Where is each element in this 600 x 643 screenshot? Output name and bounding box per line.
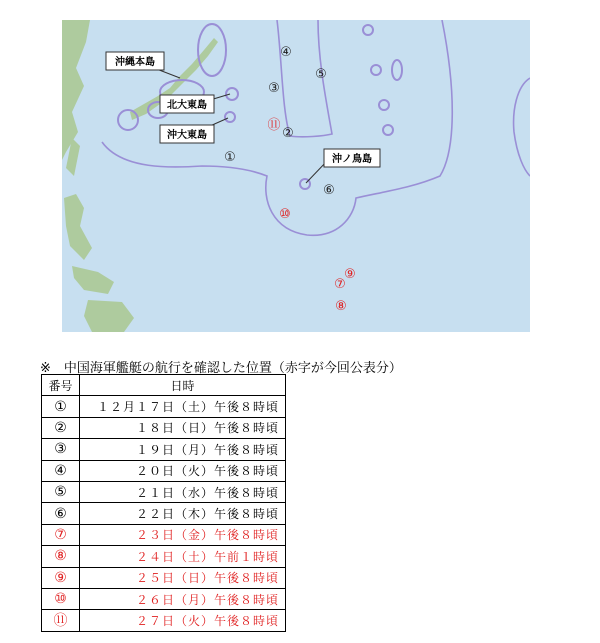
header-number: 番号: [42, 375, 80, 396]
row-datetime: １２月１７日（土）午後８時頃: [80, 396, 286, 417]
row-datetime: ２３日（金）午後８時頃: [80, 524, 286, 545]
map: [62, 20, 530, 332]
row-datetime: ２１日（水）午後８時頃: [80, 481, 286, 502]
marker-11: ⑪: [267, 118, 281, 133]
marker-3: ③: [268, 81, 280, 96]
marker-9: ⑨: [344, 267, 356, 282]
marker-5: ⑤: [315, 67, 327, 82]
row-datetime: １８日（日）午後８時頃: [80, 417, 286, 438]
marker-2: ②: [282, 126, 294, 141]
row-number: ⑩: [42, 588, 80, 609]
row-number: ⑪: [42, 610, 80, 631]
row-number: ⑦: [42, 524, 80, 545]
row-datetime: １９日（月）午後８時頃: [80, 439, 286, 460]
row-datetime: ２５日（日）午後８時頃: [80, 567, 286, 588]
row-number: ①: [42, 396, 80, 417]
row-datetime: ２４日（土）午前１時頃: [80, 546, 286, 567]
caption: ※ 中国海軍艦艇の航行を確認した位置（赤字が今回公表分）: [40, 361, 402, 376]
table-row: [42, 460, 286, 481]
table-row: [42, 417, 286, 438]
marker-10: ⑩: [279, 207, 291, 222]
row-number: ⑥: [42, 503, 80, 524]
label-minamidaito-text: 沖大東島: [167, 130, 207, 141]
row-datetime: ２７日（火）午後８時頃: [80, 610, 286, 631]
table-header-row: [42, 375, 286, 396]
row-datetime: ２０日（火）午後８時頃: [80, 460, 286, 481]
table-row: [42, 396, 286, 417]
header-datetime: 日時: [80, 375, 286, 396]
table-row: [42, 588, 286, 609]
marker-6: ⑥: [323, 183, 335, 198]
marker-7: ⑦: [334, 277, 346, 292]
row-number: ③: [42, 439, 80, 460]
row-datetime: ２６日（月）午後８時頃: [80, 588, 286, 609]
marker-1: ①: [224, 150, 236, 165]
table-row: [42, 524, 286, 545]
row-number: ⑤: [42, 481, 80, 502]
table-row: [42, 546, 286, 567]
row-number: ⑧: [42, 546, 80, 567]
table-row: [42, 439, 286, 460]
table-row: [42, 610, 286, 631]
row-number: ⑨: [42, 567, 80, 588]
label-okinotori-text: 沖ノ鳥島: [332, 154, 372, 165]
row-number: ②: [42, 417, 80, 438]
marker-4: ④: [280, 45, 292, 60]
position-table: [41, 374, 286, 632]
marker-8: ⑧: [335, 299, 347, 314]
table-row: [42, 481, 286, 502]
table-row: [42, 503, 286, 524]
table-row: [42, 567, 286, 588]
label-okinawa-text: 沖縄本島: [115, 57, 155, 68]
row-number: ④: [42, 460, 80, 481]
row-datetime: ２２日（木）午後８時頃: [80, 503, 286, 524]
label-kitadaito-text: 北大東島: [167, 100, 207, 111]
